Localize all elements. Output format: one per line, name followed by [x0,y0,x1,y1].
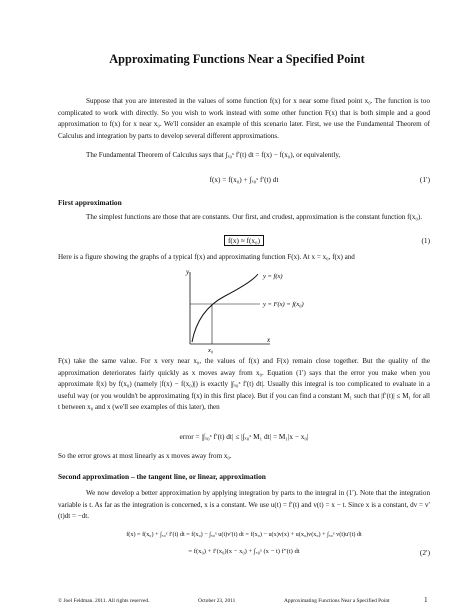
equation-2-prime-line-2: = f(x₀) + f′(x₀)(x − x₀) + ∫ₓ₀ˣ (x − t) f″(t) dt [188,548,300,555]
after-figure-paragraph: F(x) take the same value. For x very near x₀, the values of f(x) and F(x) remain close together. But the quality of the approximation deteriorates fairly quickly as x moves away from x₀. Equation (1′) says that the error you make when you approximate f(x) by f(x₀) (namely |f(x) − f(x₀)|) is exactly |∫ₓ₀ˣ f′(t) dt|. Usually this integral is too complicated to evaluate in a useful way (or you wouldn't be approximating f(x) in this first place). But if you can find a constant M₁ such that |f′(t)| ≤ M₁ for all t between x₀ and x (we'll see examples of this later), then [58,357,430,412]
curve-f [192,274,258,342]
equation-1-prime-number: (1′) [419,175,430,184]
line-label: y = F(x) = f(x₀) [263,301,304,308]
equation-1-number: (1) [421,236,430,245]
equation-2-prime-number: (2′) [419,548,430,557]
approximation-figure [170,266,330,356]
error-equation: error = |∫ₓ₀ˣ f′(t) dt| ≤ |∫ₓ₀ˣ M₁ dt| = M₁|x − x₀| [179,432,309,441]
equation-2-prime-line-1: f(x) = f(x₀) + ∫ₓ₀ˣ f′(t) dt = f(x₀) − ∫ₓ₀ˣ u(t)v′(t) dt = f(x₀) − u(x)v(x) + u(x₀)v(x₀) + ∫ₓ₀ˣ v(t)u′(t) dt [126,531,362,538]
section-heading-first-approximation: First approximation [58,198,122,207]
equation-1-boxed: f(x) ≈ f(x₀) [224,235,264,246]
equation-1-prime: f(x) = f(x₀) + ∫ₓ₀ˣ f′(t) dt [209,175,279,184]
x-axis-label: x [267,336,271,344]
x0-label: x₀ [208,347,214,354]
equation-1 [58,236,430,245]
second-approx-paragraph: We now develop a better approximation by applying integration by parts to the integral in (1′). Note that the integration variable is t. As far as the integration is concerned, x is a constant. We use u(t) = f′(t) and v(t) = x − t. Since x is a constant, dv = v′(t)dt = −dt. [58,489,430,521]
ftc-sentence: The Fundamental Theorem of Calculus says that ∫ₓ₀ˣ f′(t) dt = f(x) − f(x₀), or equivalently, [86,151,341,159]
first-approx-paragraph: The simplest functions are those that are constants. Our first, and crudest, approximation is the constant function f(x₀). [86,213,422,221]
footer-date: October 23, 2011 [198,598,236,604]
footer-doc-title: Approximating Functions Near a Specified Point [284,598,390,604]
section-heading-second-approximation: Second approximation – the tangent line, or linear, approximation [58,472,266,481]
error-grows-text: So the error grows at most linearly as x moves away from x₀. [58,452,232,460]
figure-intro-text: Here is a figure showing the graphs of a typical f(x) and approximating function F(x). At x = x₀, f(x) and [58,253,355,261]
curve-label: y = f(x) [263,273,283,280]
intro-paragraph: Suppose that you are interested in the values of some function f(x) for x near some fixed point x₀. The function is too complicated to work with directly. So you wish to work instead with some other function F(x) that is both simple and a good approximation to f(x) for x near x₀. We'll consider an example of this scenario later. First, we use the Fundamental Theorem of Calculus and integration by parts to develop several different approximations. [58,97,430,140]
y-axis-label: y [186,268,190,276]
page-number: 1 [424,596,428,604]
paper-title: Approximating Functions Near a Specified Point [109,52,365,66]
footer-copyright: © Joel Feldman. 2011. All rights reserved. [58,598,150,604]
